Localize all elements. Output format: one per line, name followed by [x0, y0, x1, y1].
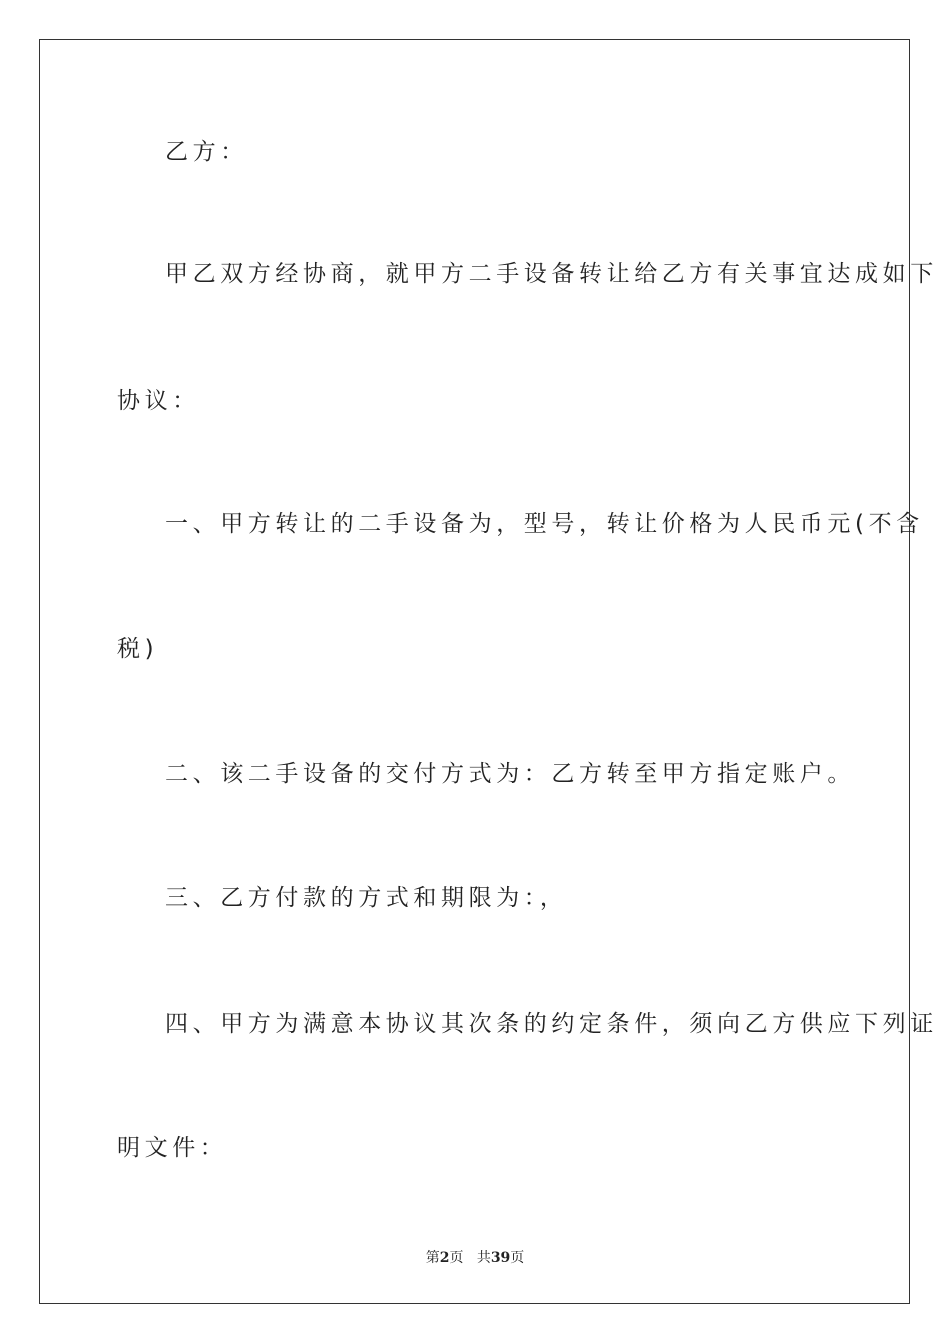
- footer-total-prefix: 共: [476, 1250, 491, 1266]
- page-border: [39, 39, 910, 1304]
- clause-4-cont: 明文件：: [117, 1135, 228, 1161]
- footer-page-number: 2: [439, 1250, 450, 1266]
- footer-total-pages: 39: [490, 1250, 511, 1266]
- footer-page-suffix: 页: [449, 1250, 464, 1266]
- page-footer: [0, 1247, 950, 1267]
- footer-total-suffix: 页: [510, 1250, 525, 1266]
- clause-1: 一、甲方转让的二手设备为，型号，转让价格为人民币元(不含: [165, 511, 924, 537]
- clause-1-cont: 税): [117, 636, 159, 662]
- footer-page-prefix: 第: [425, 1250, 440, 1266]
- paragraph-intro-cont: 协议：: [117, 388, 200, 414]
- paragraph-intro: 甲乙双方经协商，就甲方二手设备转让给乙方有关事宜达成如下: [165, 261, 938, 287]
- clause-4: 四、甲方为满意本协议其次条的约定条件，须向乙方供应下列证: [165, 1011, 938, 1037]
- clause-2: 二、该二手设备的交付方式为：乙方转至甲方指定账户。: [165, 761, 855, 787]
- clause-3: 三、乙方付款的方式和期限为：，: [165, 885, 568, 911]
- party-b-label: 乙方：: [165, 139, 248, 165]
